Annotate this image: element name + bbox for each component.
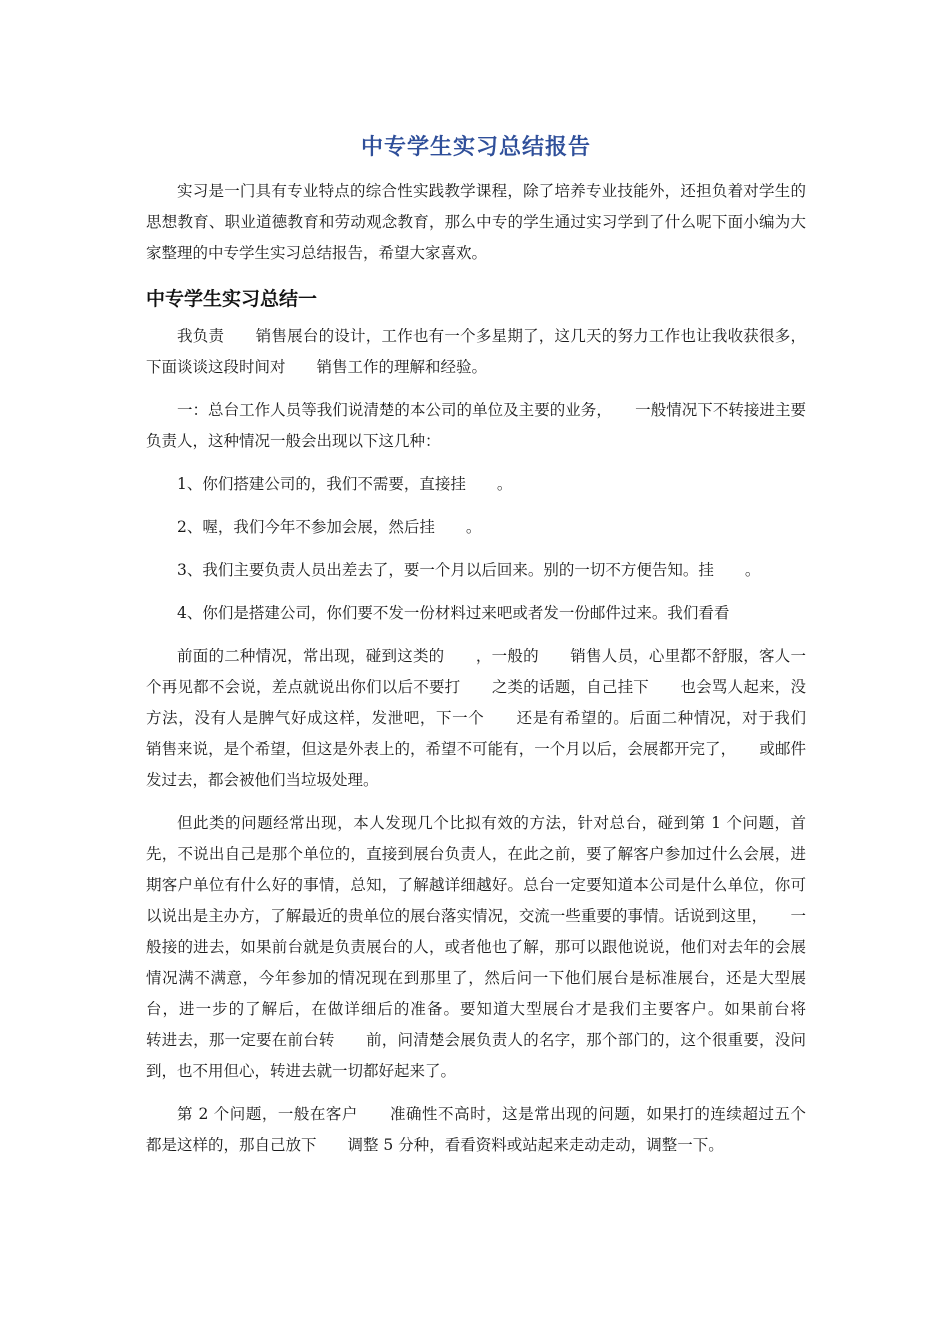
body-paragraph-2: 一：总台工作人员等我们说清楚的本公司的单位及主要的业务， 一般情况下不转接进主要负责人，这种情况一般会出现以下这几种： xyxy=(146,401,806,450)
page-title: 中专学生实习总结报告 xyxy=(360,135,591,160)
list-item-1: 1、你们搭建公司的，我们不需要，直接挂 。 xyxy=(177,475,513,493)
body-paragraph-3: 前面的二种情况，常出现，碰到这类的 ，一般的 销售人员，心里都不舒服，客人一个再见都不会说，差点就说出你们以后不要打 之类的话题，自己挂下 也会骂人起来，没方法，没有人是脾气好成这样，发泄吧，下一个 还是有希望的。后面二种情况，对于我们 销售来说，是个希望，但这是外表上的，希望不可能有，一个月以后，会展都开完了， 或邮件发过去，都会被他们当垃圾处理。 xyxy=(146,647,838,789)
intro-paragraph: 实习是一门具有专业特点的综合性实践教学课程，除了培养专业技能外，还担负着对学生的思想教育、职业道德教育和劳动观念教育，那么中专的学生通过实习学到了什么呢下面小编为大家整理的中专学生实习总结报告，希望大家喜欢。 xyxy=(146,182,806,262)
body-paragraph-5: 第 2 个问题，一般在客户 准确性不高时，这是常出现的问题，如果打的连续超过五个 都是这样的，那自己放下 调整 5 分种，看看资料或站起来走动走动，调整一下。 xyxy=(146,1105,838,1154)
list-item-2: 2、喔，我们今年不参加会展，然后挂 。 xyxy=(177,518,482,536)
section-heading: 中专学生实习总结一 xyxy=(146,288,318,310)
list-item-3: 3、我们主要负责人员出差去了，要一个月以后回来。别的一切不方便告知。挂 。 xyxy=(177,561,761,579)
body-paragraph-4: 但此类的问题经常出现，本人发现几个比拟有效的方法，针对总台，碰到第 1 个问题，首先，不说出自己是那个单位的，直接到展台负责人，在此之前，要了解客户参加过什么会展，进期客户单位有什么好的事情，总知，了解越详细越好。总台一定要知道本公司是什么单位，你可以说出是主办方，了解最近的贵单位的展台落实情况，交流一些重要的事情。话说到这里， 一般接的进去，如果前台就是负责展台的人，或者他也了解，那可以跟他说说，他们对去年的会展情况满不满意，今年参加的情况现在到那里了，然后问一下他们展台是标准展台，还是大型展台，进一步的了解后，在做详细后的准备。要知道大型展台才是我们主要客户。如果前台将 转进去，那一定要在前台转 前，问清楚会展负责人的名字，那个部门的，这个很重要，没问到，也不用但心，转进去就一切都好起来了。 xyxy=(146,814,838,1080)
body-paragraph-1: 我负责 销售展台的设计，工作也有一个多星期了，这几天的努力工作也让我收获很多，下面谈谈这段时间对 销售工作的理解和经验。 xyxy=(146,327,806,376)
document-page xyxy=(146,130,838,1161)
list-item-4: 4、你们是搭建公司，你们要不发一份材料过来吧或者发一份邮件过来。我们看看 xyxy=(177,604,730,622)
